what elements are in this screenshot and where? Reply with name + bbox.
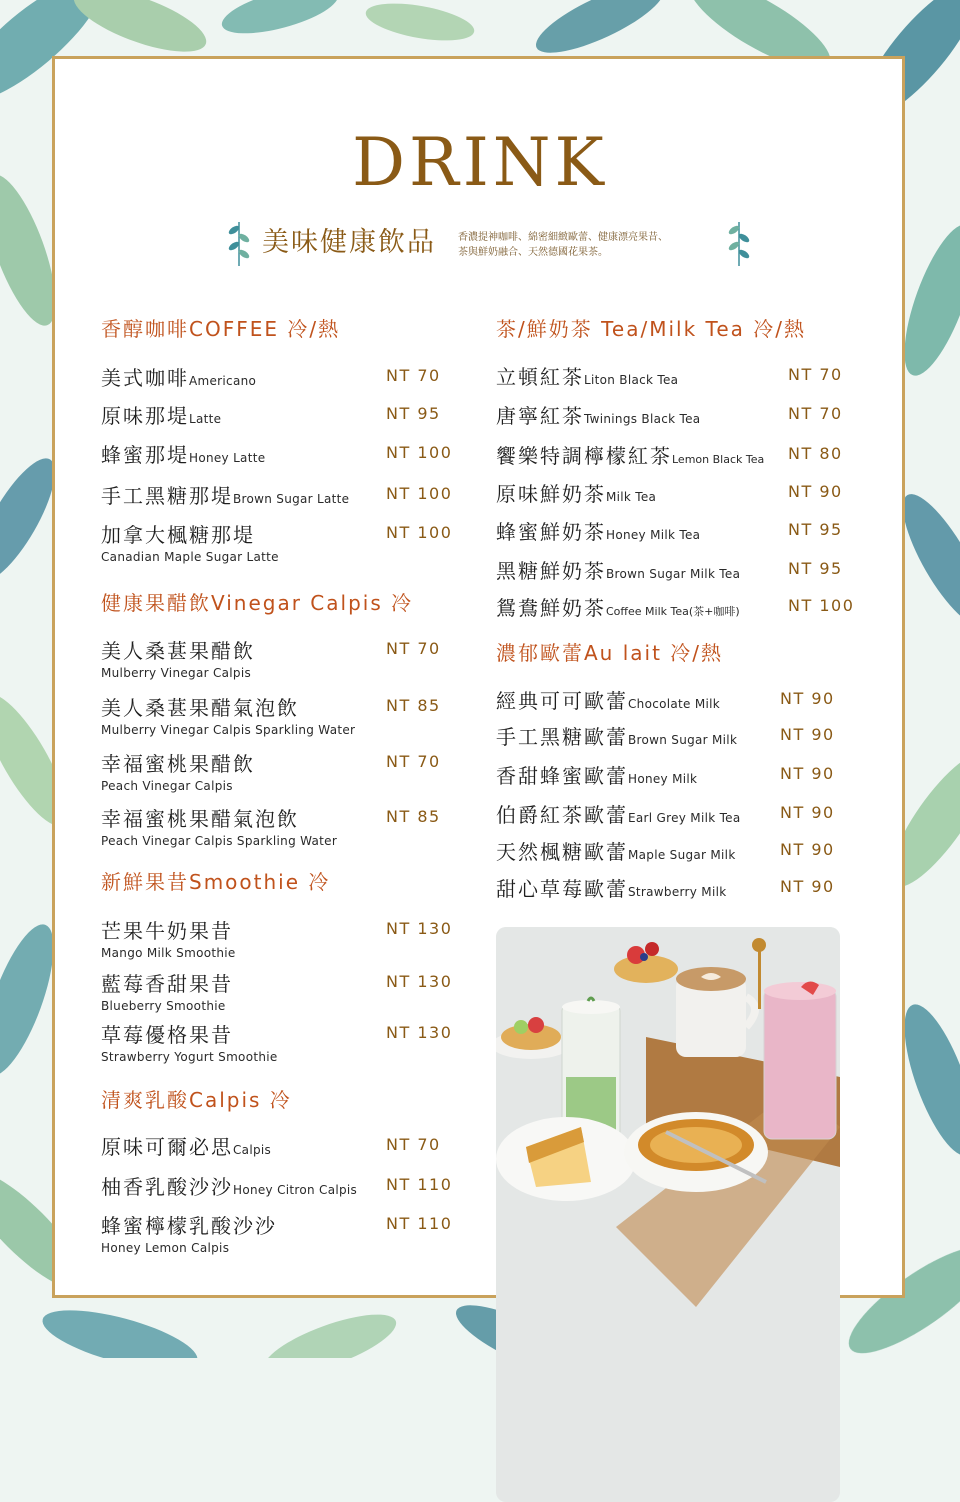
drinks-photo bbox=[496, 927, 840, 1502]
menu-item: 饗樂特調檸檬紅茶Lemon Black Tea bbox=[496, 444, 765, 468]
menu-item: 甜心草莓歐蕾Strawberry Milk bbox=[496, 877, 727, 901]
menu-item: 手工黑糖那堤Brown Sugar Latte bbox=[101, 484, 350, 508]
menu-item-price: NT 100 bbox=[386, 523, 453, 542]
page-title: DRINK bbox=[352, 124, 608, 201]
section-coffee-heading: 香醇咖啡COFFEE 冷/熱 bbox=[101, 317, 341, 341]
menu-item: 原味那堤Latte bbox=[101, 404, 222, 428]
menu-item-price: NT 70 bbox=[386, 639, 441, 658]
menu-item-price: NT 95 bbox=[386, 404, 441, 423]
menu-item-price: NT 90 bbox=[780, 764, 835, 783]
section-smoothie-heading: 新鮮果昔Smoothie 冷 bbox=[101, 870, 331, 894]
menu-item-price: NT 95 bbox=[788, 559, 843, 578]
menu-item-price: NT 100 bbox=[386, 484, 453, 503]
menu-item: 原味可爾必思Calpis bbox=[101, 1135, 272, 1159]
menu-item-price: NT 85 bbox=[386, 696, 441, 715]
menu-item-price: NT 70 bbox=[386, 752, 441, 771]
menu-item-price: NT 85 bbox=[386, 807, 441, 826]
menu-item-price: NT 90 bbox=[780, 877, 835, 896]
menu-item-price: NT 130 bbox=[386, 972, 453, 991]
menu-item: 蜂蜜檸檬乳酸沙沙 Honey Lemon Calpis bbox=[101, 1214, 277, 1255]
menu-item: 美人桑葚果醋飲 Mulberry Vinegar Calpis bbox=[101, 639, 255, 680]
section-aulait-heading: 濃郁歐蕾Au lait 冷/熱 bbox=[496, 641, 724, 665]
menu-item-price: NT 70 bbox=[788, 365, 843, 384]
menu-item: 美人桑葚果醋氣泡飲 Mulberry Vinegar Calpis Sparkling Water bbox=[101, 696, 356, 737]
menu-item-price: NT 100 bbox=[386, 443, 453, 462]
section-vinegar-heading: 健康果醋飲Vinegar Calpis 冷 bbox=[101, 591, 414, 615]
menu-item-price: NT 70 bbox=[386, 1135, 441, 1154]
menu-item: 幸福蜜桃果醋飲 Peach Vinegar Calpis bbox=[101, 752, 255, 793]
menu-item-price: NT 110 bbox=[386, 1214, 453, 1233]
menu-item: 經典可可歐蕾Chocolate Milk bbox=[496, 689, 721, 713]
menu-item: 加拿大楓糖那堤 Canadian Maple Sugar Latte bbox=[101, 523, 279, 564]
menu-item: 立頓紅茶Liton Black Tea bbox=[496, 365, 679, 389]
menu-item: 蜂蜜那堤Honey Latte bbox=[101, 443, 266, 467]
menu-item: 伯爵紅茶歐蕾Earl Grey Milk Tea bbox=[496, 803, 741, 827]
menu-item: 原味鮮奶茶Milk Tea bbox=[496, 482, 657, 506]
menu-item-price: NT 100 bbox=[788, 596, 855, 615]
menu-item-price: NT 130 bbox=[386, 1023, 453, 1042]
menu-item: 手工黑糖歐蕾Brown Sugar Milk bbox=[496, 725, 738, 749]
menu-item: 芒果牛奶果昔 Mango Milk Smoothie bbox=[101, 919, 236, 960]
menu-item-price: NT 90 bbox=[780, 689, 835, 708]
menu-item-price: NT 70 bbox=[386, 366, 441, 385]
menu-item: 香甜蜂蜜歐蕾Honey Milk bbox=[496, 764, 698, 788]
section-calpis-heading: 清爽乳酸Calpis 冷 bbox=[101, 1088, 292, 1112]
menu-item: 幸福蜜桃果醋氣泡飲 Peach Vinegar Calpis Sparkling Water bbox=[101, 807, 338, 848]
menu-item: 柚香乳酸沙沙Honey Citron Calpis bbox=[101, 1175, 358, 1199]
menu-item-price: NT 90 bbox=[780, 725, 835, 744]
menu-item: 唐寧紅茶Twinings Black Tea bbox=[496, 404, 701, 428]
leaf-sprig-right-icon bbox=[726, 218, 752, 268]
page-subtitle: 美味健康飲品 bbox=[262, 227, 436, 258]
menu-item-price: NT 90 bbox=[788, 482, 843, 501]
menu-item-price: NT 90 bbox=[780, 803, 835, 822]
menu-item-price: NT 95 bbox=[788, 520, 843, 539]
menu-item-price: NT 130 bbox=[386, 919, 453, 938]
menu-item: 蜂蜜鮮奶茶Honey Milk Tea bbox=[496, 520, 701, 544]
menu-item: 鴛鴦鮮奶茶Coffee Milk Tea(茶+咖啡) bbox=[496, 596, 740, 620]
menu-item-price: NT 110 bbox=[386, 1175, 453, 1194]
menu-item-price: NT 80 bbox=[788, 444, 843, 463]
menu-item: 美式咖啡Americano bbox=[101, 366, 257, 390]
tagline: 香濃提神咖啡、綿密細緻歐蕾、健康漂亮果昔、 茶與鮮奶融合、天然德國花果茶。 bbox=[458, 232, 668, 258]
menu-item: 藍莓香甜果昔 Blueberry Smoothie bbox=[101, 972, 233, 1013]
section-tea-heading: 茶/鮮奶茶 Tea/Milk Tea 冷/熱 bbox=[496, 317, 806, 341]
menu-item-price: NT 90 bbox=[780, 840, 835, 859]
menu-item: 天然楓糖歐蕾Maple Sugar Milk bbox=[496, 840, 736, 864]
menu-item: 草莓優格果昔 Strawberry Yogurt Smoothie bbox=[101, 1023, 278, 1064]
menu-item-price: NT 70 bbox=[788, 404, 843, 423]
leaf-sprig-left-icon bbox=[226, 218, 252, 268]
menu-item: 黑糖鮮奶茶Brown Sugar Milk Tea bbox=[496, 559, 741, 583]
